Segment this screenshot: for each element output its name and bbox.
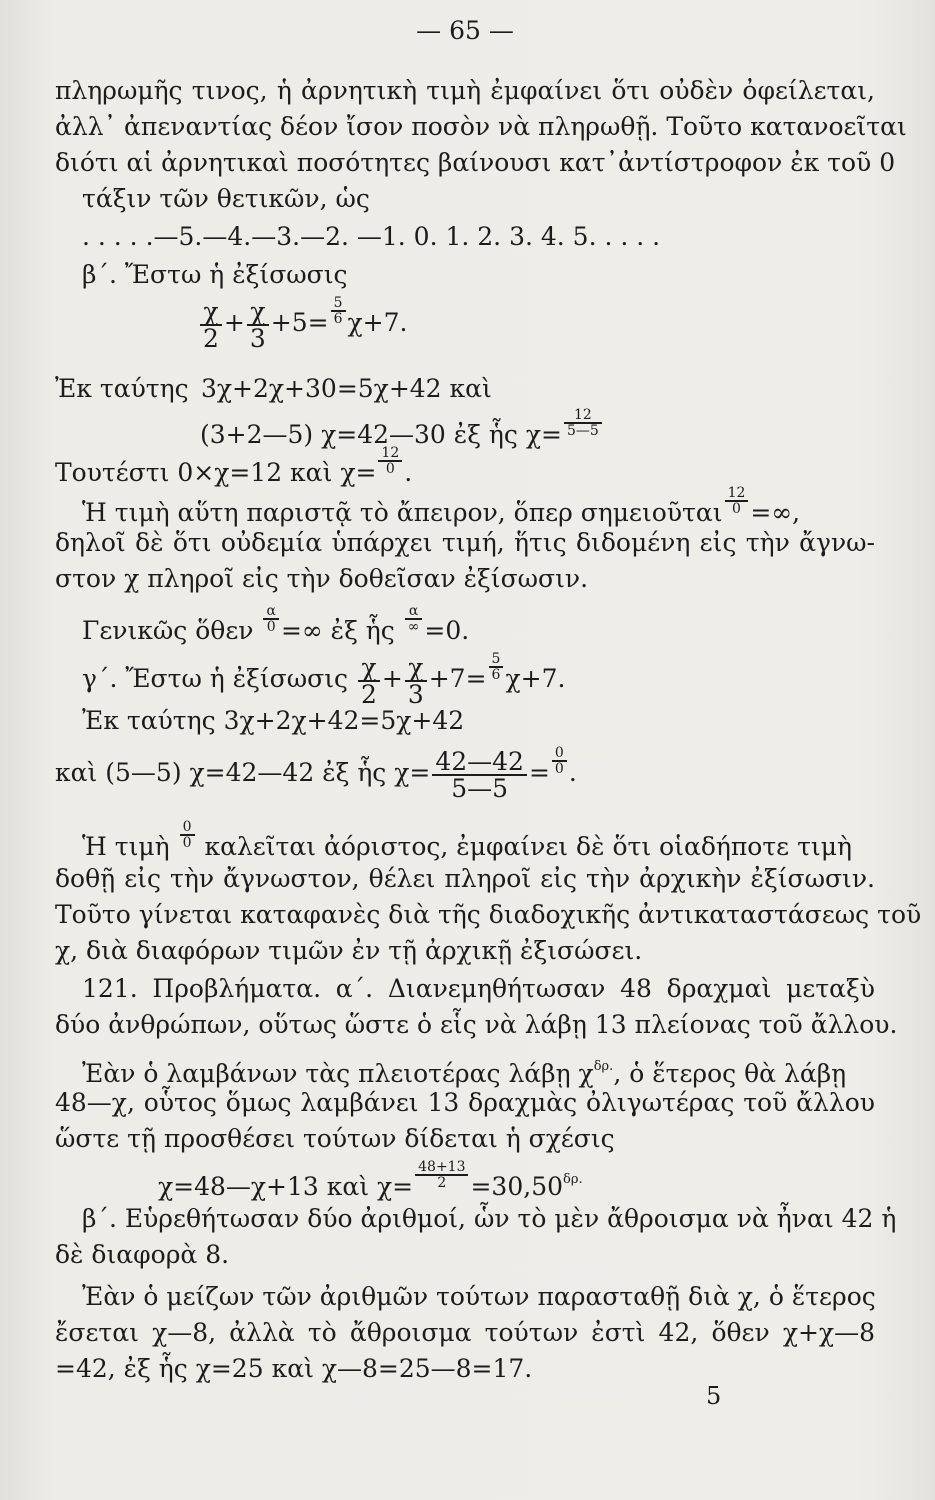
signature-mark: 5: [706, 1382, 722, 1410]
fraction: $\frac{42—42}{5—5}$: [432, 749, 527, 801]
text-line: Ἡ τιμὴ αὕτη παριστᾷ τὸ ἄπειρον, ὅπερ σημειοῦται $\frac{12}{0}$ =∞,: [82, 485, 801, 527]
fraction: $\frac{\chi}{3}$: [247, 299, 269, 351]
text-line: ἔσεται χ—8, ἀλλὰ τὸ ἄθροισμα τούτων ἐστὶ 42, ὅθεν χ+χ—8: [55, 1318, 875, 1347]
equation-line: (3+2—5) χ=42—30 ἐξ ἧς χ= $\frac{12}{5—5}$: [200, 408, 875, 452]
equation-line: Ἐκ ταύτης 3χ+2χ+42=5χ+42: [82, 706, 465, 735]
equation-line: καὶ (5—5) χ=42—42 ἐξ ἧς χ= $\frac{42—42}{5—5}$ = $\frac{0}{0}$ .: [55, 745, 577, 803]
fraction: $\frac{5}{6}$: [489, 652, 504, 682]
text-line: διότι αἱ ἀρνητικαὶ ποσότητες βαίνουσι κατ᾽ἀντίστροφον ἐκ τοῦ 0: [55, 148, 896, 177]
fraction: $\frac{48+13}{2}$: [415, 1160, 468, 1190]
fraction: $\frac{0}{0}$: [552, 746, 567, 776]
fraction: $\frac{\alpha}{\infty}$: [405, 604, 423, 634]
text-line: πληρωμῆς τινος, ἡ ἀρνητικὴ τιμὴ ἐμφαίνει ὅτι οὐδὲν ὀφείλεται,: [55, 76, 875, 105]
fraction: $\frac{0}{0}$: [180, 820, 195, 850]
book-page: — 65 — πληρωμῆς τινος, ἡ ἀρνητικὴ τιμὴ ἐμφαίνει ὅτι οὐδὲν ὀφείλεται, ἀλλ᾽ ἀπεναντίας δέον ἴσον ποσὸν νὰ πληρωθῇ. Τοῦτο κατανοεῖται διότι αἱ ἀρνητικαὶ ποσότητες βαίνουσι κατ᾽ἀντίστροφον ἐκ τοῦ 0 τάξιν τῶν θετικῶν, ὡς . . . . .—5.—4.—3.—2. —1. 0. 1. 2. 3. 4. 5. . . . . β΄. Ἔστω ἡ ἐξίσωσις $\frac{\chi}{2}$ + $\frac{\chi}{3}$ +5= $\frac{5}{6}$ χ+7. Ἐκ ταύτης 3χ+2χ+30=5χ+42 καὶ (3+2—5) χ=42—30 ἐξ ἧς χ= $\frac{12}{5—5}$ Τουτέστι 0×χ=12 καὶ χ= $\frac{12}{0}$ . Ἡ τιμὴ αὕτη παριστᾷ τὸ ἄπειρον, ὅπερ σημειοῦται $\frac{12}{0}$ =∞, δηλοῖ δὲ ὅτι οὐδεμία ὑπάρχει τιμή, ἥτις διδομένη εἰς τὴν ἄγνω- στον χ πληροῖ εἰς τὴν δοθεῖσαν ἐξίσωσιν. Γενικῶς ὅθεν $\frac{\alpha}{0}$ =∞ ἐξ ἧς $\frac{\alpha}{\infty}$ =0. γ΄. Ἔστω ἡ ἐξίσωσις $\frac{\chi}{2}$ + $\frac{\chi}{3}$ +7= $\frac{5}{6}$ χ+7. Ἐκ ταύτης 3χ+2χ+42=5χ+42 καὶ (5—5) χ=42—42 ἐξ ἧς χ= $\frac{42—42}{5—5}$ = $\frac{0}{0}$ . Ἡ τιμὴ $\frac{0}{0}$ καλεῖται ἀόριστος, ἐμφαίνει δὲ ὅτι οἱαδήποτε τιμὴ δοθῇ εἰς τὴν ἄγνωστον, θέλει πληροῖ εἰς τὴν ἀρχικὴν ἐξίσωσιν. Τοῦτο γίνεται καταφανὲς διὰ τῆς διαδοχικῆς ἀντικαταστάσεως τοῦ χ, διὰ διαφόρων τιμῶν ἐν τῇ ἀρχικῇ ἐξισώσει. 121. Προβλήματα. α΄. Διανεμηθήτωσαν 48 δραχμαὶ μεταξὺ δύο ἀνθρώπων, οὕτως ὥστε ὁ εἷς νὰ λάβῃ 13 πλείονας τοῦ ἄλλου. Ἐὰν ὁ λαμβάνων τὰς πλειοτέρας λάβῃ $\chi^{\delta\rho.}$, ὁ ἕτερος θὰ λάβῃ 48—χ, οὗτος ὅμως λαμβάνει 13 δραχμὰς ὀλιγωτέρας τοῦ ἄλλου ὥστε τῇ προσθέσει τούτων δίδεται ἡ σχέσις χ=48—χ+13 καὶ χ= $\frac{48+13}{2}$ $=30,50^{\delta\rho.}$ β΄. Εὑρεθήτωσαν δύο ἀριθμοί, ὧν τὸ μὲν ἄθροισμα νὰ ἦναι 42 ἡ δὲ διαφορὰ 8. Ἐὰν ὁ μείζων τῶν ἀριθμῶν τούτων παρασταθῇ διὰ χ, ὁ ἕτερος ἔσεται χ—8, ἀλλὰ τὸ ἄθροισμα τούτων ἐστὶ 42, ὅθεν χ+χ—8 =42, ἐξ ἧς χ=25 καὶ χ—8=25—8=17. 5: [0, 0, 935, 1500]
text-line: Τοῦτο γίνεται καταφανὲς διὰ τῆς διαδοχικῆς ἀντικαταστάσεως τοῦ: [55, 900, 922, 929]
text-line: στον χ πληροῖ εἰς τὴν δοθεῖσαν ἐξίσωσιν.: [55, 564, 589, 593]
text-line: ἀλλ᾽ ἀπεναντίας δέον ἴσον ποσὸν νὰ πληρωθῇ. Τοῦτο κατανοεῖται: [55, 112, 907, 141]
text-line: χ, διὰ διαφόρων τιμῶν ἐν τῇ ἀρχικῇ ἐξισώσει.: [55, 936, 643, 965]
fraction: $\frac{5}{6}$: [331, 296, 346, 326]
fraction: $\frac{12}{0}$: [378, 446, 402, 476]
text-line: 48—χ, οὗτος ὅμως λαμβάνει 13 δραχμὰς ὀλιγωτέρας τοῦ ἄλλου: [55, 1088, 875, 1117]
equation-line: γ΄. Ἔστω ἡ ἐξίσωσις $\frac{\chi}{2}$ + $\frac{\chi}{3}$ +7= $\frac{5}{6}$ χ+7.: [82, 651, 566, 709]
fraction: $\frac{\chi}{2}$: [358, 655, 380, 707]
text-line: τάξιν τῶν θετικῶν, ὡς: [82, 184, 370, 213]
equation-line: Τουτέστι 0×χ=12 καὶ χ= $\frac{12}{0}$ .: [55, 445, 413, 487]
fraction: $\frac{\alpha}{0}$: [263, 604, 278, 634]
text-line: δὲ διαφορὰ 8.: [55, 1240, 230, 1269]
text-line: δοθῇ εἰς τὴν ἄγνωστον, θέλει πληροῖ εἰς τὴν ἀρχικὴν ἐξίσωσιν.: [55, 864, 875, 893]
fraction: $\frac{\chi}{2}$: [200, 299, 222, 351]
text-line: =42, ἐξ ἧς χ=25 καὶ χ—8=25—8=17.: [55, 1354, 533, 1383]
page-number: — 65 —: [416, 16, 514, 45]
equation-1: $\frac{\chi}{2}$ + $\frac{\chi}{3}$ +5= $\frac{5}{6}$ χ+7.: [198, 296, 875, 351]
number-sequence: . . . . .—5.—4.—3.—2. —1. 0. 1. 2. 3. 4. 5. . . . .: [82, 222, 661, 251]
text-line: ὥστε τῇ προσθέσει τούτων δίδεται ἡ σχέσις: [55, 1124, 615, 1153]
text-line: β΄. Εὑρεθήτωσαν δύο ἀριθμοί, ὧν τὸ μὲν ἄθροισμα νὰ ἦναι 42 ἡ: [82, 1204, 897, 1233]
text-line: δηλοῖ δὲ ὅτι οὐδεμία ὑπάρχει τιμή, ἥτις διδομένη εἰς τὴν ἄγνω-: [55, 528, 875, 557]
equation-line: Γενικῶς ὅθεν $\frac{\alpha}{0}$ =∞ ἐξ ἧς $\frac{\alpha}{\infty}$ =0.: [82, 603, 470, 645]
fraction: $\frac{\chi}{3}$: [405, 655, 427, 707]
fraction: $\frac{12}{0}$: [725, 486, 749, 516]
problem-heading: 121. Προβλήματα. α΄. Διανεμηθήτωσαν 48 δραχμαὶ μεταξὺ: [82, 974, 875, 1003]
text-line: δύο ἀνθρώπων, οὕτως ὥστε ὁ εἷς νὰ λάβῃ 13 πλείονας τοῦ ἄλλου.: [55, 1010, 898, 1039]
equation-line: χ=48—χ+13 καὶ χ= $\frac{48+13}{2}$ $=30,50^{\delta\rho.}$: [158, 1159, 583, 1201]
fraction: $\frac{12}{5—5}$: [564, 408, 602, 438]
text-line: Ἐὰν ὁ μείζων τῶν ἀριθμῶν τούτων παρασταθῇ διὰ χ, ὁ ἕτερος: [82, 1282, 876, 1311]
text-line: Ἡ τιμὴ $\frac{0}{0}$ καλεῖται ἀόριστος, ἐμφαίνει δὲ ὅτι οἱαδήποτε τιμὴ: [82, 819, 852, 861]
text-line: Ἐὰν ὁ λαμβάνων τὰς πλειοτέρας λάβῃ $\chi^{\delta\rho.}$, ὁ ἕτερος θὰ λάβῃ: [82, 1059, 847, 1088]
text-line: β΄. Ἔστω ἡ ἐξίσωσις: [82, 260, 348, 289]
